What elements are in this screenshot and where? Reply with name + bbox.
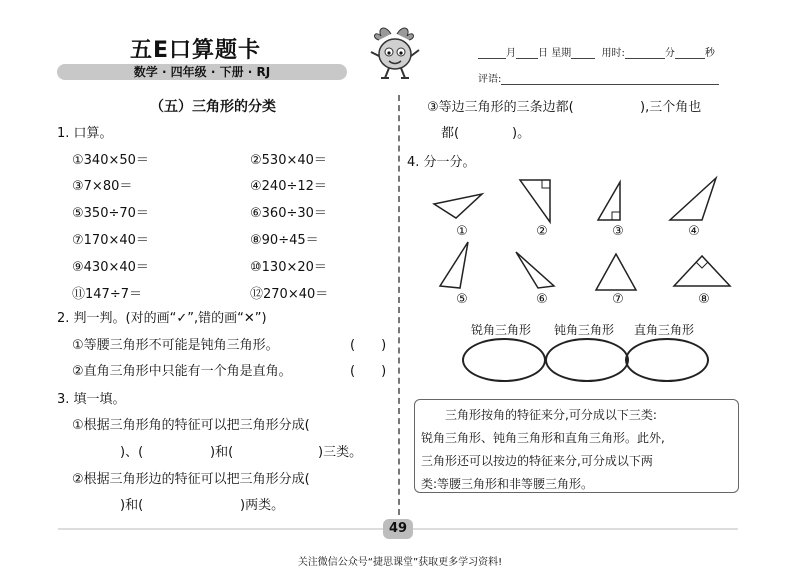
triangle-label-3: ③: [612, 224, 624, 239]
triangle-label-1: ①: [456, 224, 468, 239]
category-right-label: 直角三角形: [634, 323, 695, 337]
q3-heading: 3. 填一填。: [57, 392, 126, 407]
note-line-2: 锐角三角形、钝角三角形和直角三角形。此外,: [421, 431, 665, 445]
q4-heading: 4. 分一分。: [407, 155, 476, 170]
q3-item-1-blank-b-close: )和(: [210, 445, 234, 460]
card-title: 五E口算题卡: [130, 38, 262, 63]
q1-item: ⑥360÷30＝: [250, 206, 327, 221]
triangle-label-2: ②: [536, 224, 548, 239]
note-line-4: 类:等腰三角形和非等腰三角形。: [421, 477, 594, 491]
note-line-3: 三角形还可以按边的特征来分,可分成以下两: [421, 454, 653, 468]
section-title: （五）三角形的分类: [150, 99, 276, 115]
minutes-label: 分: [664, 48, 675, 59]
weekday-label: 星期: [551, 48, 572, 59]
category-acute-label: 锐角三角形: [471, 323, 532, 337]
q3-item-2-blank-b-close: )两类。: [240, 498, 285, 513]
triangle-5: [440, 242, 468, 288]
oval-right[interactable]: [625, 338, 709, 382]
q1-item: ⑩130×20＝: [250, 260, 327, 275]
q3-item-3-line-1a: ③等边三角形的三条边都(: [427, 100, 574, 115]
q2-item-1: ①等腰三角形不可能是钝角三角形。: [72, 338, 279, 353]
q2-answer-bracket-2[interactable]: ( ): [350, 364, 387, 379]
q1-item: ⑫270×40＝: [250, 287, 329, 302]
knowledge-note-box: [414, 399, 739, 493]
q3-item-3-line-2b: )。: [512, 126, 531, 141]
triangle-label-8: ⑧: [698, 292, 710, 307]
footer-text: 关注微信公众号“捷思课堂”获取更多学习资料!: [297, 557, 503, 568]
triangle-label-5: ⑤: [456, 292, 468, 307]
q1-item: ⑨430×40＝: [72, 260, 149, 275]
q1-item: ④240÷12＝: [250, 179, 327, 194]
q1-item: ⑪147÷7＝: [72, 287, 142, 302]
q2-answer-bracket-1[interactable]: ( ): [350, 338, 387, 353]
column-divider: [398, 95, 400, 515]
q2-item-2: ②直角三角形中只能有一个角是直角。: [72, 364, 292, 379]
q1-item: ①340×50＝: [72, 153, 149, 168]
page-number: 49: [383, 519, 413, 539]
triangle-1: [434, 194, 482, 218]
month-label: 月: [506, 48, 516, 59]
q3-item-1-blank-a-close: )、(: [120, 445, 144, 460]
oval-acute[interactable]: [462, 338, 546, 382]
q2-heading: 2. 判一判。(对的画“✓”,错的画“✕”): [57, 311, 267, 326]
q1-item: ⑤350÷70＝: [72, 206, 149, 221]
note-line-1: 三角形按角的特征来分,可分成以下三类:: [445, 408, 657, 422]
q1-heading: 1. 口算。: [57, 126, 113, 141]
triangle-6: [516, 252, 554, 288]
q3-item-3-line-2a: 都(: [441, 126, 460, 141]
triangle-2: [520, 180, 550, 222]
q1-item: ⑦170×40＝: [72, 233, 149, 248]
q1-item: ②530×40＝: [250, 153, 327, 168]
q3-item-1-line-1: ①根据三角形角的特征可以把三角形分成(: [72, 418, 310, 433]
triangle-label-6: ⑥: [536, 292, 548, 307]
comment-label: 评语:: [478, 74, 502, 85]
q3-item-2-blank-a-close: )和(: [120, 498, 144, 513]
subject-bar: 数学 · 四年级 · 下册 · RJ: [57, 64, 347, 80]
day-label: 日: [538, 48, 548, 59]
category-obtuse-label: 钝角三角形: [554, 323, 615, 337]
triangle-label-4: ④: [688, 224, 700, 239]
q1-item: ③7×80＝: [72, 179, 133, 194]
triangle-8: [674, 256, 730, 286]
radish-mascot-icon: [365, 22, 425, 82]
triangle-7: [596, 254, 636, 290]
time-used-label: 用时:: [601, 48, 625, 59]
date-time-field: [478, 44, 715, 59]
q3-item-1-blank-c-close: )三类。: [318, 445, 363, 460]
triangle-label-7: ⑦: [612, 292, 624, 307]
triangle-3: [598, 182, 620, 220]
q3-item-2-line-1: ②根据三角形边的特征可以把三角形分成(: [72, 472, 310, 487]
triangle-4: [670, 178, 716, 220]
q3-item-3-line-1b: ),三个角也: [640, 100, 702, 115]
seconds-label: 秒: [704, 48, 715, 59]
comment-field: [478, 70, 719, 85]
q1-item: ⑧90÷45＝: [250, 233, 319, 248]
oval-obtuse[interactable]: [545, 338, 629, 382]
